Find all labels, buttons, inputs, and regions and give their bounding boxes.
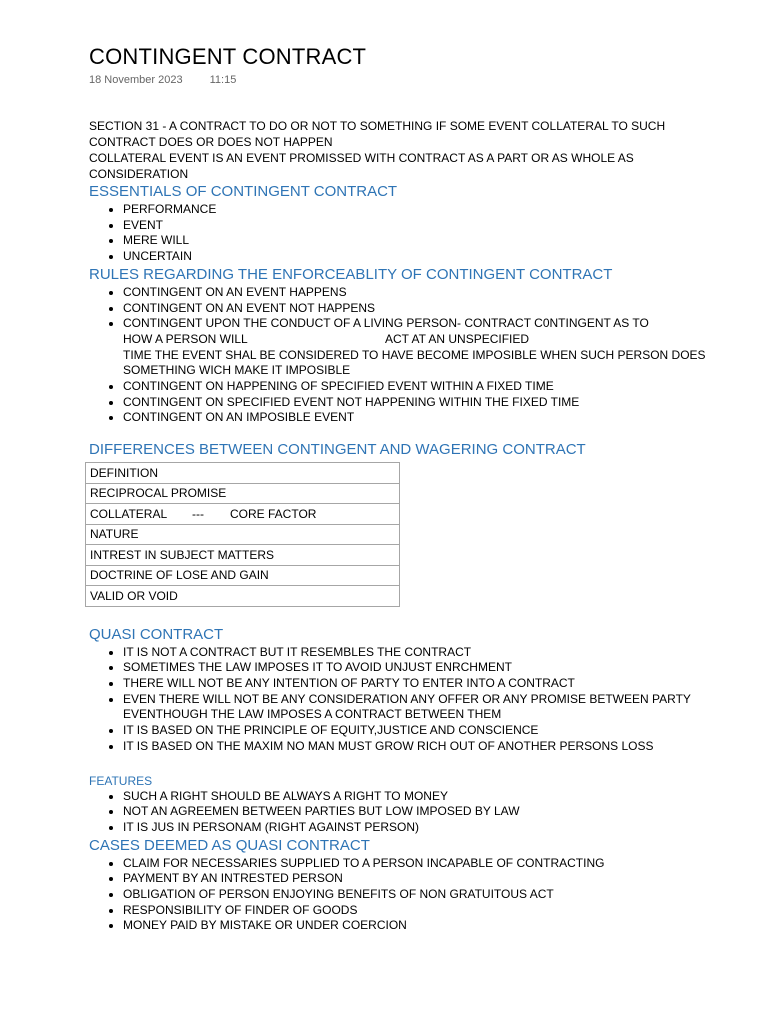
- list-item[interactable]: • CONTINGENT ON SPECIFIED EVENT NOT HAPPENING WITHIN THE FIXED TIME: [123, 395, 729, 411]
- essentials-heading[interactable]: ESSENTIALS OF CONTINGENT CONTRACT: [89, 183, 398, 200]
- list-item[interactable]: • CONTINGENT ON AN EVENT NOT HAPPENS: [123, 301, 729, 317]
- quasi-heading[interactable]: QUASI CONTRACT: [89, 625, 224, 643]
- list-item[interactable]: • EVEN THERE WILL NOT BE ANY CONSIDERATION ANY OFFER OR ANY PROMISE BETWEEN PARTY EVENTHOUGH THE LAW IMPOSES A CONTRACT BETWEEN THEM: [123, 692, 729, 723]
- intro-paragraph-2[interactable]: COLLATERAL EVENT IS AN EVENT PROMISSED WITH CONTRACT AS A PART OR AS WHOLE AS CONSIDERATION: [89, 151, 634, 181]
- table-cell-text: COLLATERAL: [90, 506, 168, 521]
- spacer: [89, 426, 729, 440]
- table-cell[interactable]: NATURE: [86, 524, 400, 545]
- table-cell[interactable]: [86, 504, 400, 525]
- list-item[interactable]: • IT IS BASED ON THE PRINCIPLE OF EQUITY,JUSTICE AND CONSCIENCE: [123, 723, 729, 739]
- rules-heading[interactable]: RULES REGARDING THE ENFORCEABLITY OF CONTINGENT CONTRACT: [89, 265, 613, 283]
- spacer: [89, 607, 729, 625]
- list-item[interactable]: • CONTINGENT ON HAPPENING OF SPECIFIED EVENT WITHIN A FIXED TIME: [123, 379, 729, 395]
- features-list: [89, 789, 729, 836]
- table-row: [86, 586, 400, 607]
- quasi-list: [89, 645, 729, 755]
- table-cell-text: CORE FACTOR: [230, 506, 317, 521]
- table-cell-dash: ---: [192, 506, 204, 521]
- table-cell[interactable]: DEFINITION: [86, 463, 400, 484]
- note-page: [89, 40, 729, 934]
- table-row: [86, 483, 400, 504]
- list-item[interactable]: • PERFORMANCE: [123, 202, 729, 218]
- note-meta: [89, 74, 729, 92]
- rule-line: HOW A PERSON WILL: [123, 331, 248, 346]
- list-item[interactable]: • THERE WILL NOT BE ANY INTENTION OF PARTY TO ENTER INTO A CONTRACT: [123, 676, 729, 692]
- essentials-list: [89, 202, 729, 265]
- intro-paragraph-1[interactable]: SECTION 31 - A CONTRACT TO DO OR NOT TO SOMETHING IF SOME EVENT COLLATERAL TO SUCH CONTRACT DOES OR DOES NOT HAPPEN: [89, 119, 666, 149]
- differences-table: [85, 462, 400, 607]
- table-cell[interactable]: VALID OR VOID: [86, 586, 400, 607]
- note-date: 18 November 2023: [89, 74, 183, 86]
- list-item[interactable]: • OBLIGATION OF PERSON ENJOYING BENEFITS OF NON GRATUITOUS ACT: [123, 887, 729, 903]
- list-item[interactable]: • CONTINGENT ON AN EVENT HAPPENS: [123, 285, 729, 301]
- cases-list: [89, 856, 729, 935]
- table-row: [86, 565, 400, 586]
- list-item[interactable]: • EVENT: [123, 218, 729, 234]
- rule-line: TIME THE EVENT SHAL BE CONSIDERED TO HAVE BECOME IMPOSIBLE WHEN SUCH PERSON DOES SOMETHING WICH MAKE IT IMPOSIBLE: [123, 347, 706, 378]
- page-title[interactable]: CONTINGENT CONTRACT: [89, 44, 367, 69]
- cases-heading[interactable]: CASES DEEMED AS QUASI CONTRACT: [89, 836, 370, 854]
- list-item[interactable]: • RESPONSIBILITY OF FINDER OF GOODS: [123, 903, 729, 919]
- list-item[interactable]: [123, 316, 729, 379]
- note-time: 11:15: [209, 74, 237, 86]
- list-item[interactable]: • IT IS BASED ON THE MAXIM NO MAN MUST GROW RICH OUT OF ANOTHER PERSONS LOSS: [123, 739, 729, 755]
- rule-line: CONTINGENT UPON THE CONDUCT OF A LIVING PERSON- CONTRACT C0NTINGENT AS TO: [123, 316, 649, 331]
- table-cell[interactable]: INTREST IN SUBJECT MATTERS: [86, 545, 400, 566]
- table-cell[interactable]: DOCTRINE OF LOSE AND GAIN: [86, 565, 400, 586]
- list-item[interactable]: • IT IS NOT A CONTRACT BUT IT RESEMBLES THE CONTRACT: [123, 645, 729, 661]
- list-item[interactable]: • CLAIM FOR NECESSARIES SUPPLIED TO A PERSON INCAPABLE OF CONTRACTING: [123, 856, 729, 872]
- list-item[interactable]: • NOT AN AGREEMEN BETWEEN PARTIES BUT LOW IMPOSED BY LAW: [123, 804, 729, 820]
- list-item[interactable]: • MERE WILL: [123, 233, 729, 249]
- table-row: [86, 524, 400, 545]
- rule-line: ACT AT AN UNSPECIFIED: [385, 331, 530, 346]
- rules-list: [89, 285, 729, 426]
- table-cell[interactable]: RECIPROCAL PROMISE: [86, 483, 400, 504]
- list-item[interactable]: • UNCERTAIN: [123, 249, 729, 265]
- features-heading[interactable]: FEATURES: [89, 773, 153, 788]
- table-row: [86, 504, 400, 525]
- list-item[interactable]: • PAYMENT BY AN INTRESTED PERSON: [123, 871, 729, 887]
- list-item[interactable]: • MONEY PAID BY MISTAKE OR UNDER COERCION: [123, 918, 729, 934]
- list-item[interactable]: • SOMETIMES THE LAW IMPOSES IT TO AVOID UNJUST ENRCHMENT: [123, 660, 729, 676]
- table-row: [86, 545, 400, 566]
- list-item[interactable]: • CONTINGENT ON AN IMPOSIBLE EVENT: [123, 410, 729, 426]
- differences-heading[interactable]: DIFFERENCES BETWEEN CONTINGENT AND WAGERING CONTRACT: [89, 441, 586, 459]
- list-item[interactable]: • SUCH A RIGHT SHOULD BE ALWAYS A RIGHT TO MONEY: [123, 789, 729, 805]
- table-row: [86, 463, 400, 484]
- list-item[interactable]: • IT IS JUS IN PERSONAM (RIGHT AGAINST PERSON): [123, 820, 729, 836]
- spacer: [89, 755, 729, 773]
